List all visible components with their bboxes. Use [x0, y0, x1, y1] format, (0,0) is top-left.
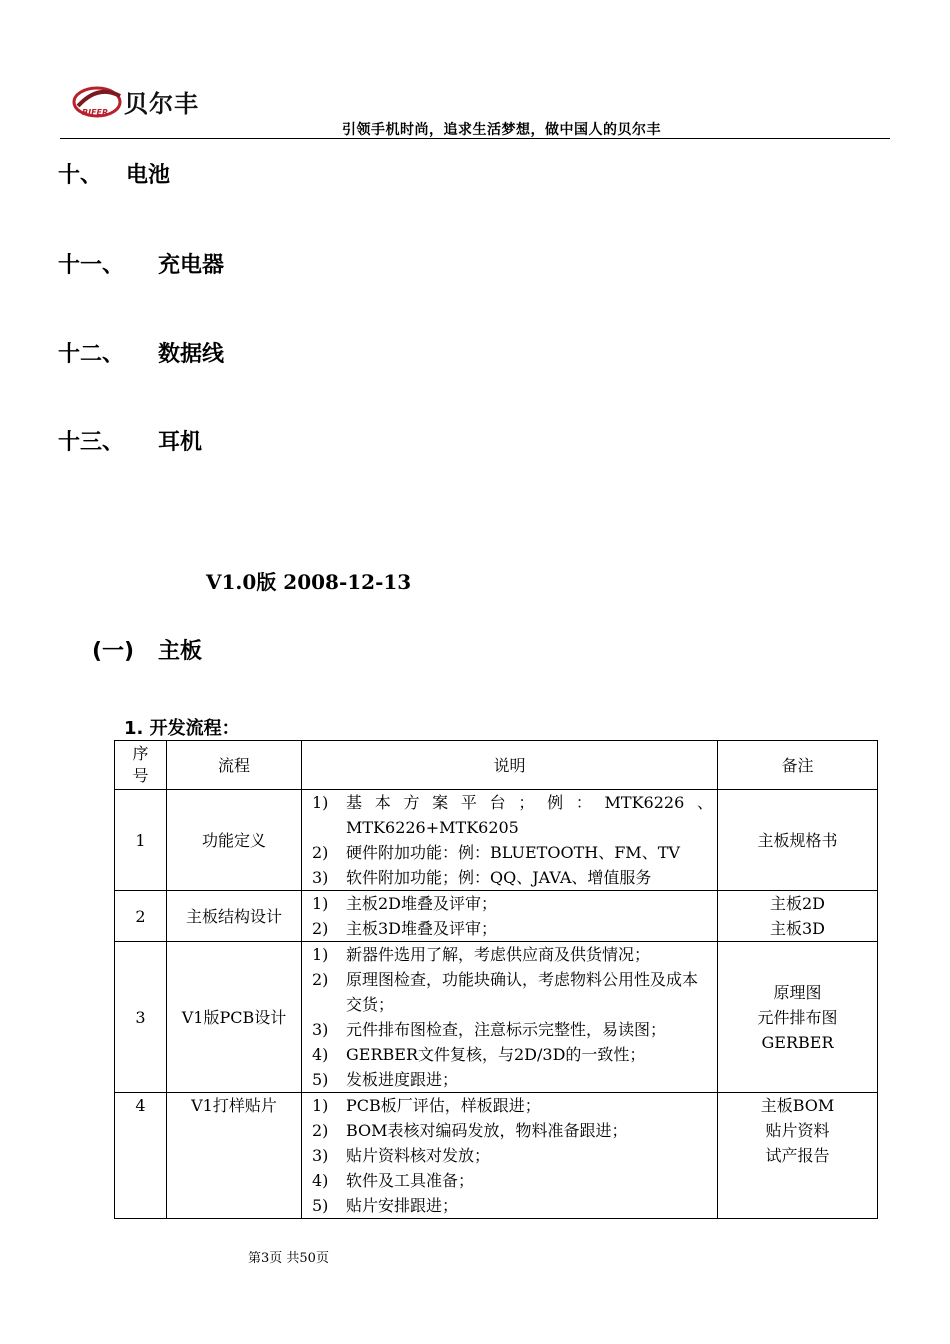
version-line: V1.0版 2008-12-13	[206, 570, 412, 594]
chapter-number: 十一、	[58, 253, 125, 278]
table-row	[115, 1093, 878, 1219]
row-description	[302, 1093, 718, 1219]
desc-index: 1)	[312, 945, 329, 964]
chapter-heading-11	[58, 248, 225, 279]
row-description	[302, 790, 718, 891]
desc-item	[306, 1118, 713, 1143]
chapter-heading-13	[58, 425, 203, 456]
desc-item	[306, 916, 713, 941]
desc-text: 新器件选用了解，考虑供应商及供货情况；	[346, 945, 651, 964]
row-number: 1	[115, 790, 167, 891]
logo-mark-icon	[72, 78, 124, 126]
desc-item	[306, 1067, 713, 1092]
row-flow: V1版PCB设计	[167, 942, 302, 1093]
chapter-number: 十三、	[58, 430, 125, 455]
row-number: 2	[115, 891, 167, 942]
row-note	[718, 942, 878, 1093]
logo-en-text: BIFER	[82, 108, 109, 117]
desc-index: 1)	[312, 894, 329, 913]
row-number: 4	[115, 1093, 167, 1219]
desc-item	[306, 1168, 713, 1193]
desc-text: 主板3D堆叠及评审；	[346, 919, 498, 938]
note-line: 原理图	[773, 982, 822, 1002]
row-description	[302, 942, 718, 1093]
desc-index: 3)	[312, 1146, 329, 1165]
process-table	[114, 740, 878, 1219]
table-row	[115, 790, 878, 891]
note-line: 主板3D	[769, 919, 825, 938]
section-title: 主板	[158, 639, 203, 664]
desc-text: 元件排布图检查，注意标示完整性，易读图；	[346, 1020, 667, 1039]
note-line: 元件排布图	[757, 1007, 838, 1027]
logo-cn-text: 贝尔丰	[124, 90, 199, 118]
table-header-row	[115, 741, 878, 790]
desc-item	[306, 967, 713, 1017]
section-heading	[92, 634, 203, 665]
note-line: 贴片资料	[765, 1121, 830, 1140]
desc-item	[306, 865, 713, 890]
row-note	[718, 1093, 878, 1219]
header-cell-note: 备注	[718, 741, 878, 790]
desc-index: 3)	[312, 1020, 329, 1039]
chapter-heading-12	[58, 337, 225, 368]
desc-item	[306, 942, 713, 967]
desc-index: 5)	[312, 1196, 329, 1215]
desc-item	[306, 891, 713, 916]
note-line: 主板BOM	[760, 1096, 835, 1115]
desc-text: 贴片资料核对发放；	[346, 1146, 491, 1165]
desc-index: 4)	[312, 1045, 329, 1064]
desc-index: 2)	[312, 970, 329, 989]
header-divider	[60, 138, 890, 139]
desc-item	[306, 1093, 713, 1118]
desc-item	[306, 1017, 713, 1042]
row-flow: V1打样贴片	[167, 1093, 302, 1219]
chapter-title: 数据线	[158, 342, 225, 367]
row-note	[718, 790, 878, 891]
note-line: 试产报告	[765, 1146, 830, 1165]
desc-text: 原理图检查，功能块确认，考虑物料公用性及成本交货；	[346, 970, 699, 1014]
note-line: 主板规格书	[757, 830, 838, 850]
page-footer: 第3页 共50页	[248, 1251, 329, 1266]
desc-item	[306, 790, 713, 840]
desc-item	[306, 1042, 713, 1067]
row-description	[302, 891, 718, 942]
header-slogan: 引领手机时尚，追求生活梦想，做中国人的贝尔丰	[342, 122, 661, 138]
desc-text: 软件及工具准备；	[346, 1171, 475, 1190]
desc-text: 主板2D堆叠及评审；	[346, 894, 498, 913]
chapter-title: 充电器	[158, 253, 225, 278]
desc-index: 5)	[312, 1070, 329, 1089]
desc-index: 2)	[312, 843, 329, 862]
note-line: 主板2D	[769, 894, 825, 913]
desc-text: 软件附加功能；例：QQ、JAVA、增值服务	[346, 868, 652, 887]
header-cell-flow: 流程	[167, 741, 302, 790]
header-cell-no: 序号	[115, 741, 167, 790]
desc-text: 发板进度跟进；	[346, 1070, 459, 1089]
section-number: (一)	[92, 639, 135, 664]
desc-text: GERBER文件复核，与2D/3D的一致性；	[346, 1045, 646, 1064]
desc-item	[306, 1193, 713, 1218]
desc-text: 硬件附加功能：例：BLUETOOTH、FM、TV	[346, 843, 680, 862]
desc-index: 1)	[312, 1096, 329, 1115]
desc-text: 基本方案平台；例：MTK6226、MTK6226+MTK6205	[346, 793, 713, 837]
desc-text: PCB板厂评估，样板跟进；	[346, 1096, 541, 1115]
chapter-title: 耳机	[158, 430, 203, 455]
desc-index: 1)	[312, 793, 329, 812]
note-line: GERBER	[761, 1032, 834, 1052]
row-number: 3	[115, 942, 167, 1093]
chapter-heading-10	[58, 158, 171, 189]
company-logo	[72, 78, 212, 126]
header-cell-desc: 说明	[302, 741, 718, 790]
row-note	[718, 891, 878, 942]
subsection-heading: 1. 开发流程：	[124, 718, 240, 739]
desc-item	[306, 1143, 713, 1168]
desc-index: 4)	[312, 1171, 329, 1190]
desc-index: 3)	[312, 868, 329, 887]
row-flow: 功能定义	[167, 790, 302, 891]
row-flow: 主板结构设计	[167, 891, 302, 942]
desc-index: 2)	[312, 1121, 329, 1140]
desc-text: BOM表核对编码发放，物料准备跟进；	[346, 1121, 628, 1140]
desc-text: 贴片安排跟进；	[346, 1196, 459, 1215]
table-row	[115, 942, 878, 1093]
desc-index: 2)	[312, 919, 329, 938]
desc-item	[306, 840, 713, 865]
chapter-title: 电池	[126, 163, 171, 188]
chapter-number: 十、	[58, 163, 103, 188]
chapter-number: 十二、	[58, 342, 125, 367]
table-row	[115, 891, 878, 942]
